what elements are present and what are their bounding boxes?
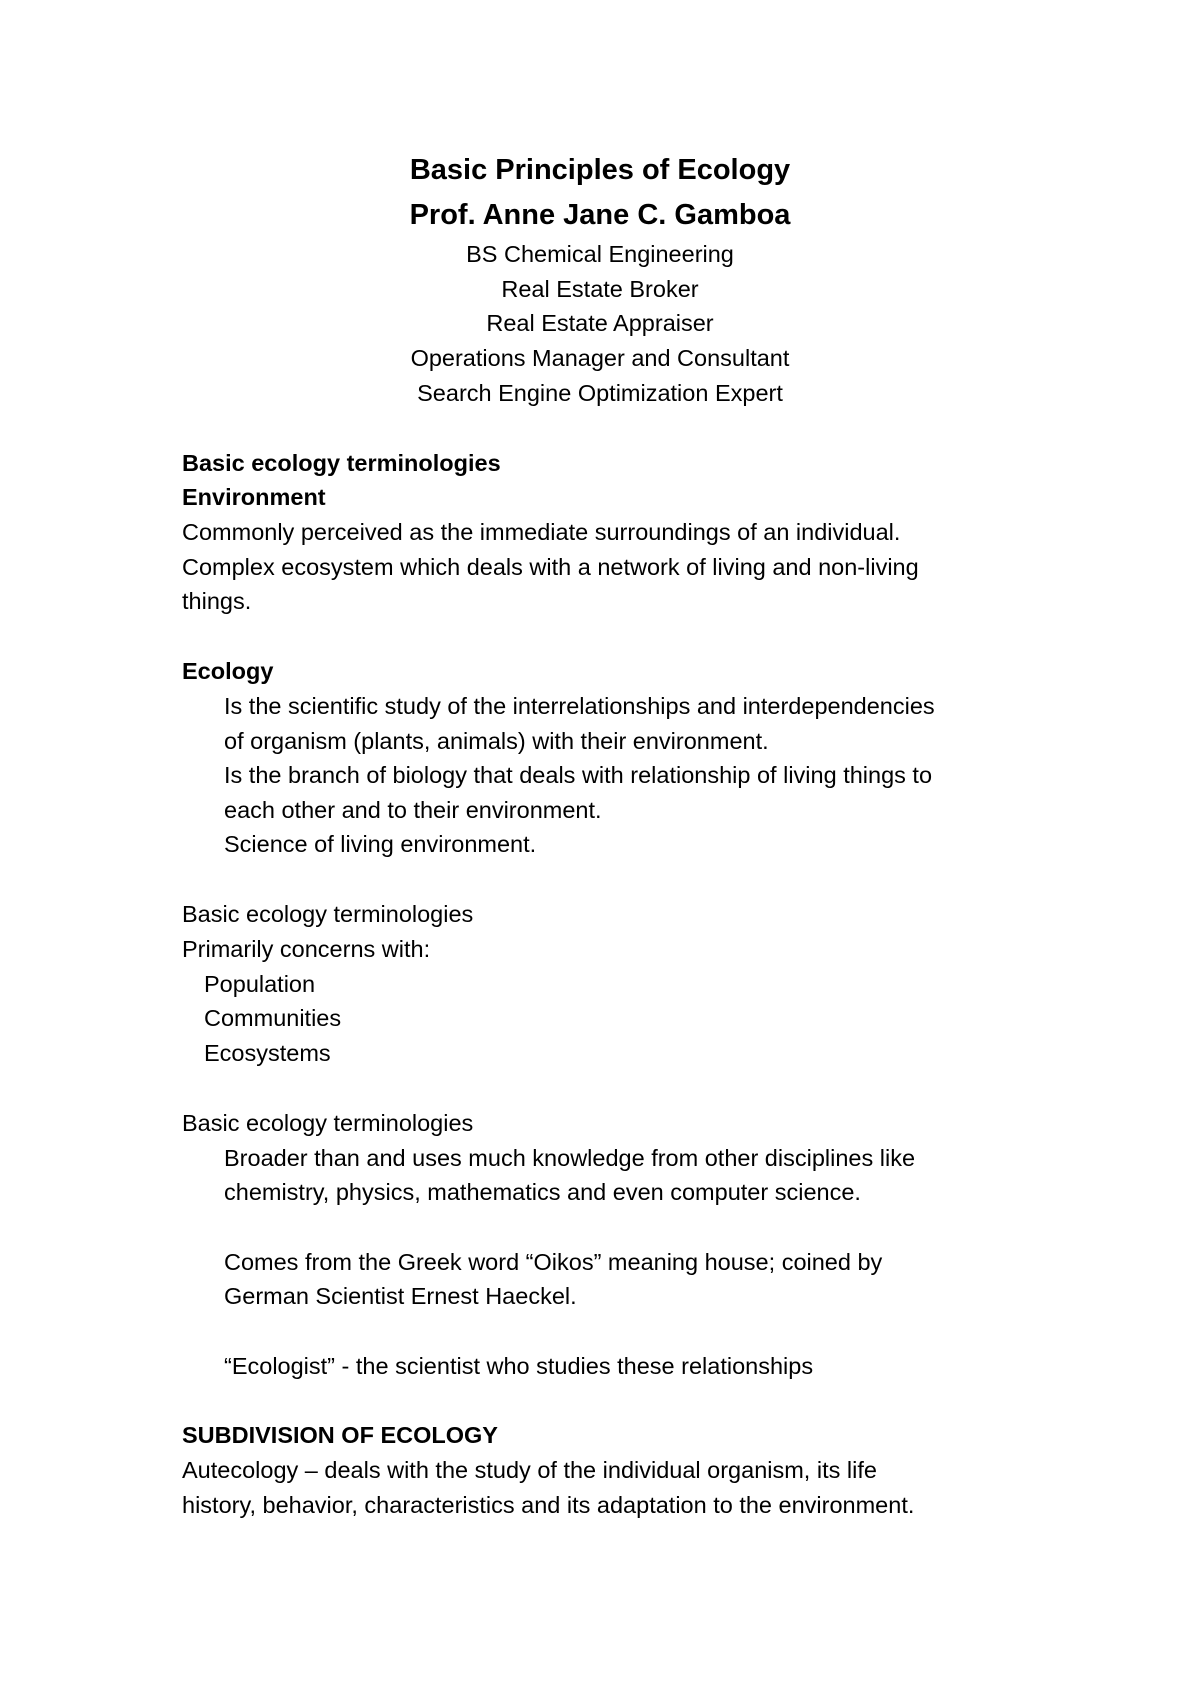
author-name: Prof. Anne Jane C. Gamboa <box>409 199 791 231</box>
paragraph-line: Broader than and uses much knowledge from other disciplines like <box>224 1145 916 1171</box>
section-heading: Basic ecology terminologies <box>182 901 474 927</box>
paragraph-line: Science of living environment. <box>224 831 537 857</box>
credential-line: Search Engine Optimization Expert <box>417 380 783 406</box>
credential-line: BS Chemical Engineering <box>466 241 734 267</box>
paragraph-line: Primarily concerns with: <box>182 936 431 962</box>
paragraph-line: German Scientist Ernest Haeckel. <box>224 1283 577 1309</box>
paragraph-line: “Ecologist” - the scientist who studies these relationships <box>224 1353 814 1379</box>
paragraph-line: Autecology – deals with the study of the individual organism, its life <box>182 1457 877 1483</box>
paragraph-line: Commonly perceived as the immediate surroundings of an individual. <box>182 519 901 545</box>
section-heading-subdivision: SUBDIVISION OF ECOLOGY <box>182 1422 498 1448</box>
paragraph-line: Is the scientific study of the interrelationships and interdependencies <box>224 693 935 719</box>
credential-line: Real Estate Broker <box>501 276 699 302</box>
paragraph-line: Comes from the Greek word “Oikos” meaning house; coined by <box>224 1249 883 1275</box>
list-item: Population <box>204 971 316 997</box>
paragraph-line: things. <box>182 588 252 614</box>
paragraph-line: of organism (plants, animals) with their environment. <box>224 728 769 754</box>
paragraph-line: Is the branch of biology that deals with relationship of living things to <box>224 762 933 788</box>
term-heading-environment: Environment <box>182 484 326 510</box>
list-item: Ecosystems <box>204 1040 331 1066</box>
document-title: Basic Principles of Ecology <box>409 154 791 186</box>
credential-line: Real Estate Appraiser <box>486 310 714 336</box>
term-heading-ecology: Ecology <box>182 658 274 684</box>
paragraph-line: chemistry, physics, mathematics and even computer science. <box>224 1179 861 1205</box>
paragraph-line: Complex ecosystem which deals with a network of living and non-living <box>182 554 919 580</box>
list-item: Communities <box>204 1005 342 1031</box>
section-heading: Basic ecology terminologies <box>182 1110 474 1136</box>
section-heading: Basic ecology terminologies <box>182 450 501 476</box>
credential-line: Operations Manager and Consultant <box>410 345 790 371</box>
paragraph-line: each other and to their environment. <box>224 797 602 823</box>
paragraph-line: history, behavior, characteristics and its adaptation to the environment. <box>182 1492 915 1518</box>
